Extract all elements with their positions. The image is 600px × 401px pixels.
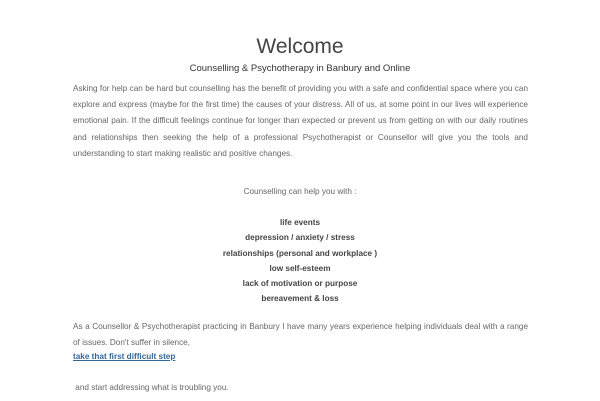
help-item-relationships: relationships (personal and workplace ) <box>222 248 378 258</box>
help-item-life-events: life events <box>279 218 321 227</box>
page-title: Welcome <box>256 35 344 58</box>
intro-paragraph: Asking for help can be hard but counselling has the benefit of providing you with a safe and confidential space where you can explore and express (maybe for the first time) the causes of your distress. All of us, at some point in our lives will experience emotional pain. If the difficult feelings continue for longer than expected or prevent us from getting on with our daily routines and relationships then seeking the help of a professional Psychotherapist or Counsellor will give you the tools and understanding to start making realistic and positive changes. <box>73 84 528 158</box>
help-item-lack-of-motivation: lack of motivation or purpose <box>242 279 358 289</box>
page-subtitle: Counselling & Psychotherapy in Banbury and Online <box>189 63 411 74</box>
help-item-low-self-esteem: low self-esteem <box>269 263 331 273</box>
closing-final-line: and start addressing what is troubling you. <box>73 383 229 392</box>
closing-paragraph: As a Counsellor & Psychotherapist practicing in Banbury I have many years experience helping individuals deal with a range of issues. Don't suffer in silence, <box>73 322 528 348</box>
help-heading: Counselling can help you with : <box>243 187 357 196</box>
help-list <box>0 215 600 307</box>
first-step-link[interactable]: take that first difficult step <box>73 352 176 361</box>
help-item-bereavement-loss: bereavement & loss <box>261 294 339 304</box>
help-item-depression-anxiety-stress: depression / anxiety / stress <box>245 233 355 243</box>
